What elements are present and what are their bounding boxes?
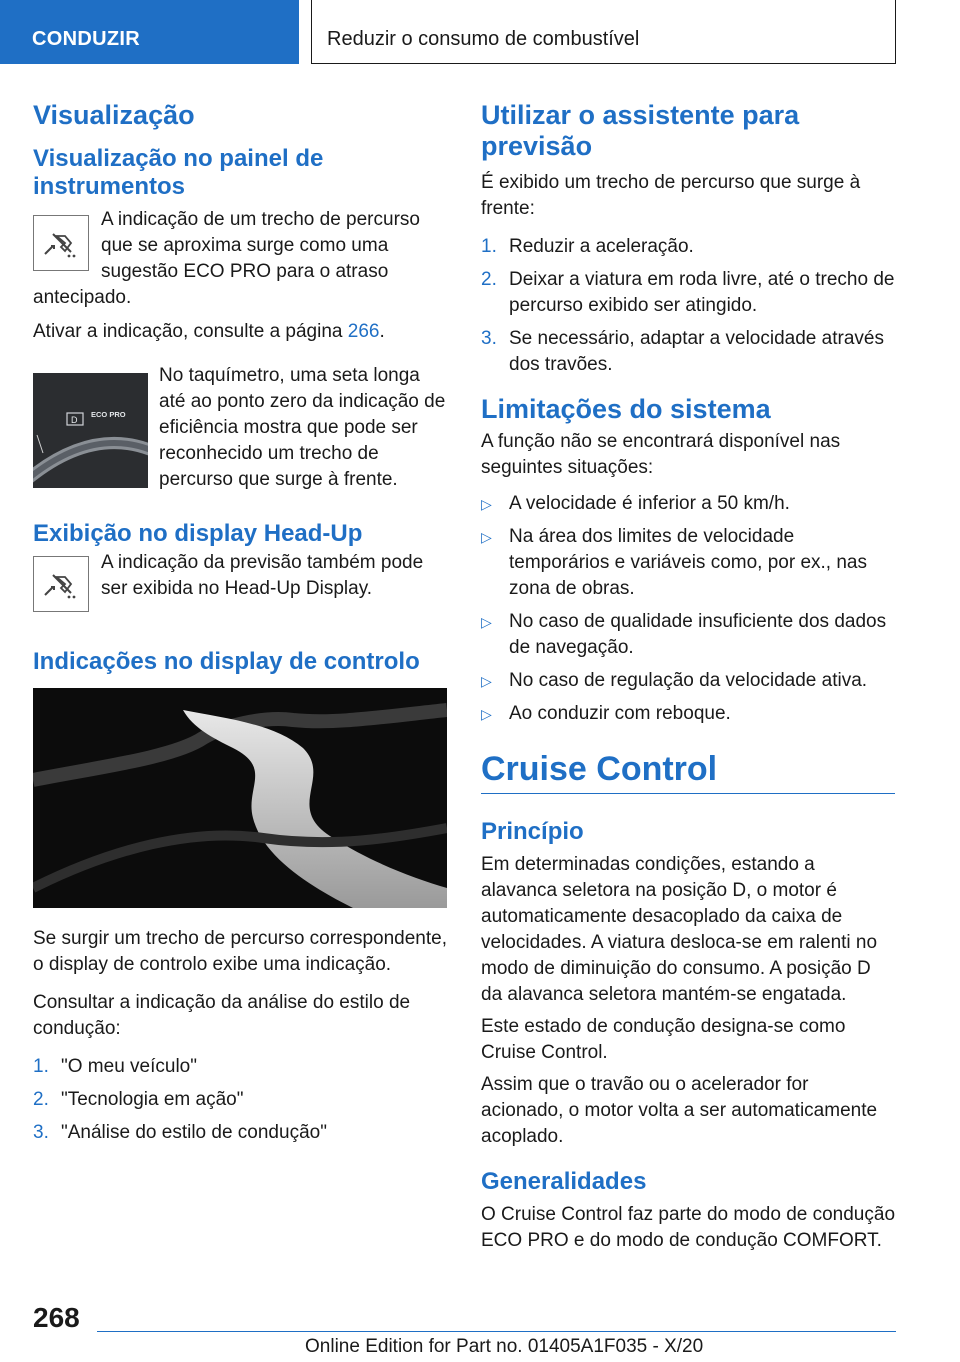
text-assistant: É exibido um trecho de percurso que surge à frente:	[481, 172, 861, 219]
step-number: 1.	[33, 1056, 49, 1077]
list-item	[33, 1120, 447, 1146]
text-activate-post: .	[379, 321, 385, 342]
text-consult: Consultar a indicação da análise do estilo de condução:	[33, 992, 411, 1039]
triangle-bullet-icon: ▷	[481, 614, 492, 630]
step-text: Se necessário, adaptar a velocidade através dos travões.	[509, 328, 884, 375]
chapter-label: CONDUZIR	[32, 28, 140, 50]
step-number: 2.	[33, 1089, 49, 1110]
page-number: 268	[33, 1302, 80, 1333]
step-text: Reduzir a aceleração.	[509, 236, 694, 257]
heading-limitations: Limitações do sistema	[481, 394, 771, 424]
section-header	[311, 0, 896, 64]
heading-instrument-panel: Visualização no painel de instrumentos	[33, 145, 324, 200]
menu-path-technology: "Tecnologia em ação"	[61, 1089, 244, 1110]
predictive-road-icon-hud	[33, 556, 89, 612]
footer-rule	[97, 1331, 896, 1332]
bullet-text: A velocidade é inferior a 50 km/h.	[509, 493, 790, 514]
step-number: 1.	[481, 236, 497, 257]
chapter-tab[interactable]	[0, 0, 299, 64]
list-item	[481, 668, 895, 694]
text-general: O Cruise Control faz parte do modo de condução ECO PRO e do modo de condução COMFORT.	[481, 1204, 896, 1251]
left-steps-list	[33, 1054, 447, 1146]
bullet-text: No caso de qualidade insuficiente dos dados de navegação.	[509, 611, 887, 658]
footer-edition: Online Edition for Part no. 01405A1F035 - X/20	[305, 1336, 704, 1357]
predictive-road-icon	[33, 215, 89, 271]
limitations-list	[481, 491, 895, 727]
section-title: Reduzir o consumo de combustível	[327, 28, 640, 50]
list-item	[33, 1087, 447, 1113]
heading-assistant: Utilizar o assistente para previsão	[481, 100, 800, 161]
text-principle-3: Assim que o travão ou o acelerador for acionado, o motor volta a ser automaticamente acoplado.	[481, 1074, 878, 1147]
heading-visualizacao: Visualização	[33, 100, 195, 130]
triangle-bullet-icon: ▷	[481, 496, 492, 512]
list-item	[481, 267, 895, 319]
heading-principle: Princípio	[481, 818, 584, 845]
text-activate-pre: Ativar a indicação, consulte a página	[33, 321, 348, 342]
bullet-text: Ao conduzir com reboque.	[509, 703, 731, 724]
menu-path-my-vehicle: "O meu veículo"	[61, 1056, 197, 1077]
step-number: 3.	[481, 328, 497, 349]
text-instrument-hint: A indicação de um trecho de percurso que se aproxima surge como uma sugestão ECO PRO para o atraso antecipado.	[33, 209, 420, 308]
list-item	[481, 524, 895, 602]
triangle-bullet-icon: ▷	[481, 673, 492, 689]
text-control-display: Se surgir um trecho de percurso correspondente, o display de controlo exibe uma indicação.	[33, 928, 447, 975]
heading-rule	[481, 793, 895, 794]
list-item	[481, 491, 895, 517]
triangle-bullet-icon: ▷	[481, 706, 492, 722]
text-limitations: A função não se encontrará disponível nas seguintes situações:	[481, 431, 841, 478]
gauge-gear-label: D	[71, 415, 78, 425]
bullet-text: No caso de regulação da velocidade ativa.	[509, 670, 868, 691]
text-tachometer: No taquímetro, uma seta longa até ao ponto zero da indicação de eficiência mostra que pode ser reconhecido um trecho de percurso que surge à frente.	[159, 367, 446, 490]
right-steps-list	[481, 234, 895, 378]
heading-cruise-control: Cruise Control	[481, 750, 718, 788]
text-head-up: A indicação da previsão também pode ser exibida no Head-Up Display.	[101, 552, 424, 599]
text-activate	[33, 319, 447, 345]
link-page-266[interactable]: 266	[347, 321, 380, 342]
text-principle-1: Em determinadas condições, estando a alavanca seletora na posição D, o motor é automaticamente desacoplado da caixa de velocidades. A viatura desloca-se em ralenti no modo de diminuição do consumo. A posição D da alavanca seletora mantém-se engatada.	[481, 854, 878, 1005]
list-item	[481, 234, 895, 260]
list-item	[481, 326, 895, 378]
heading-control-display: Indicações no display de controlo	[33, 648, 420, 675]
step-number: 3.	[33, 1122, 49, 1143]
heading-general: Generalidades	[481, 1168, 647, 1195]
step-text: Deixar a viatura em roda livre, até o trecho de percurso exibido ser atingido.	[509, 269, 895, 316]
gauge-mode-label: ECO PRO	[91, 410, 126, 419]
step-number: 2.	[481, 269, 497, 290]
text-principle-2: Este estado de condução designa-se como Cruise Control.	[481, 1016, 846, 1063]
list-item	[481, 609, 895, 661]
heading-head-up: Exibição no display Head-Up	[33, 520, 363, 547]
menu-path-driving-style: "Análise do estilo de condução"	[61, 1122, 327, 1143]
triangle-bullet-icon: ▷	[481, 529, 492, 545]
left-column	[33, 100, 447, 1153]
bullet-text: Na área dos limites de velocidade temporários e variáveis como, por ex., nas zona de obras.	[509, 526, 867, 599]
list-item	[481, 701, 895, 727]
right-column	[481, 100, 895, 1254]
list-item	[33, 1054, 447, 1080]
road-preview-image	[33, 688, 447, 908]
eco-pro-gauge-image	[33, 373, 148, 488]
